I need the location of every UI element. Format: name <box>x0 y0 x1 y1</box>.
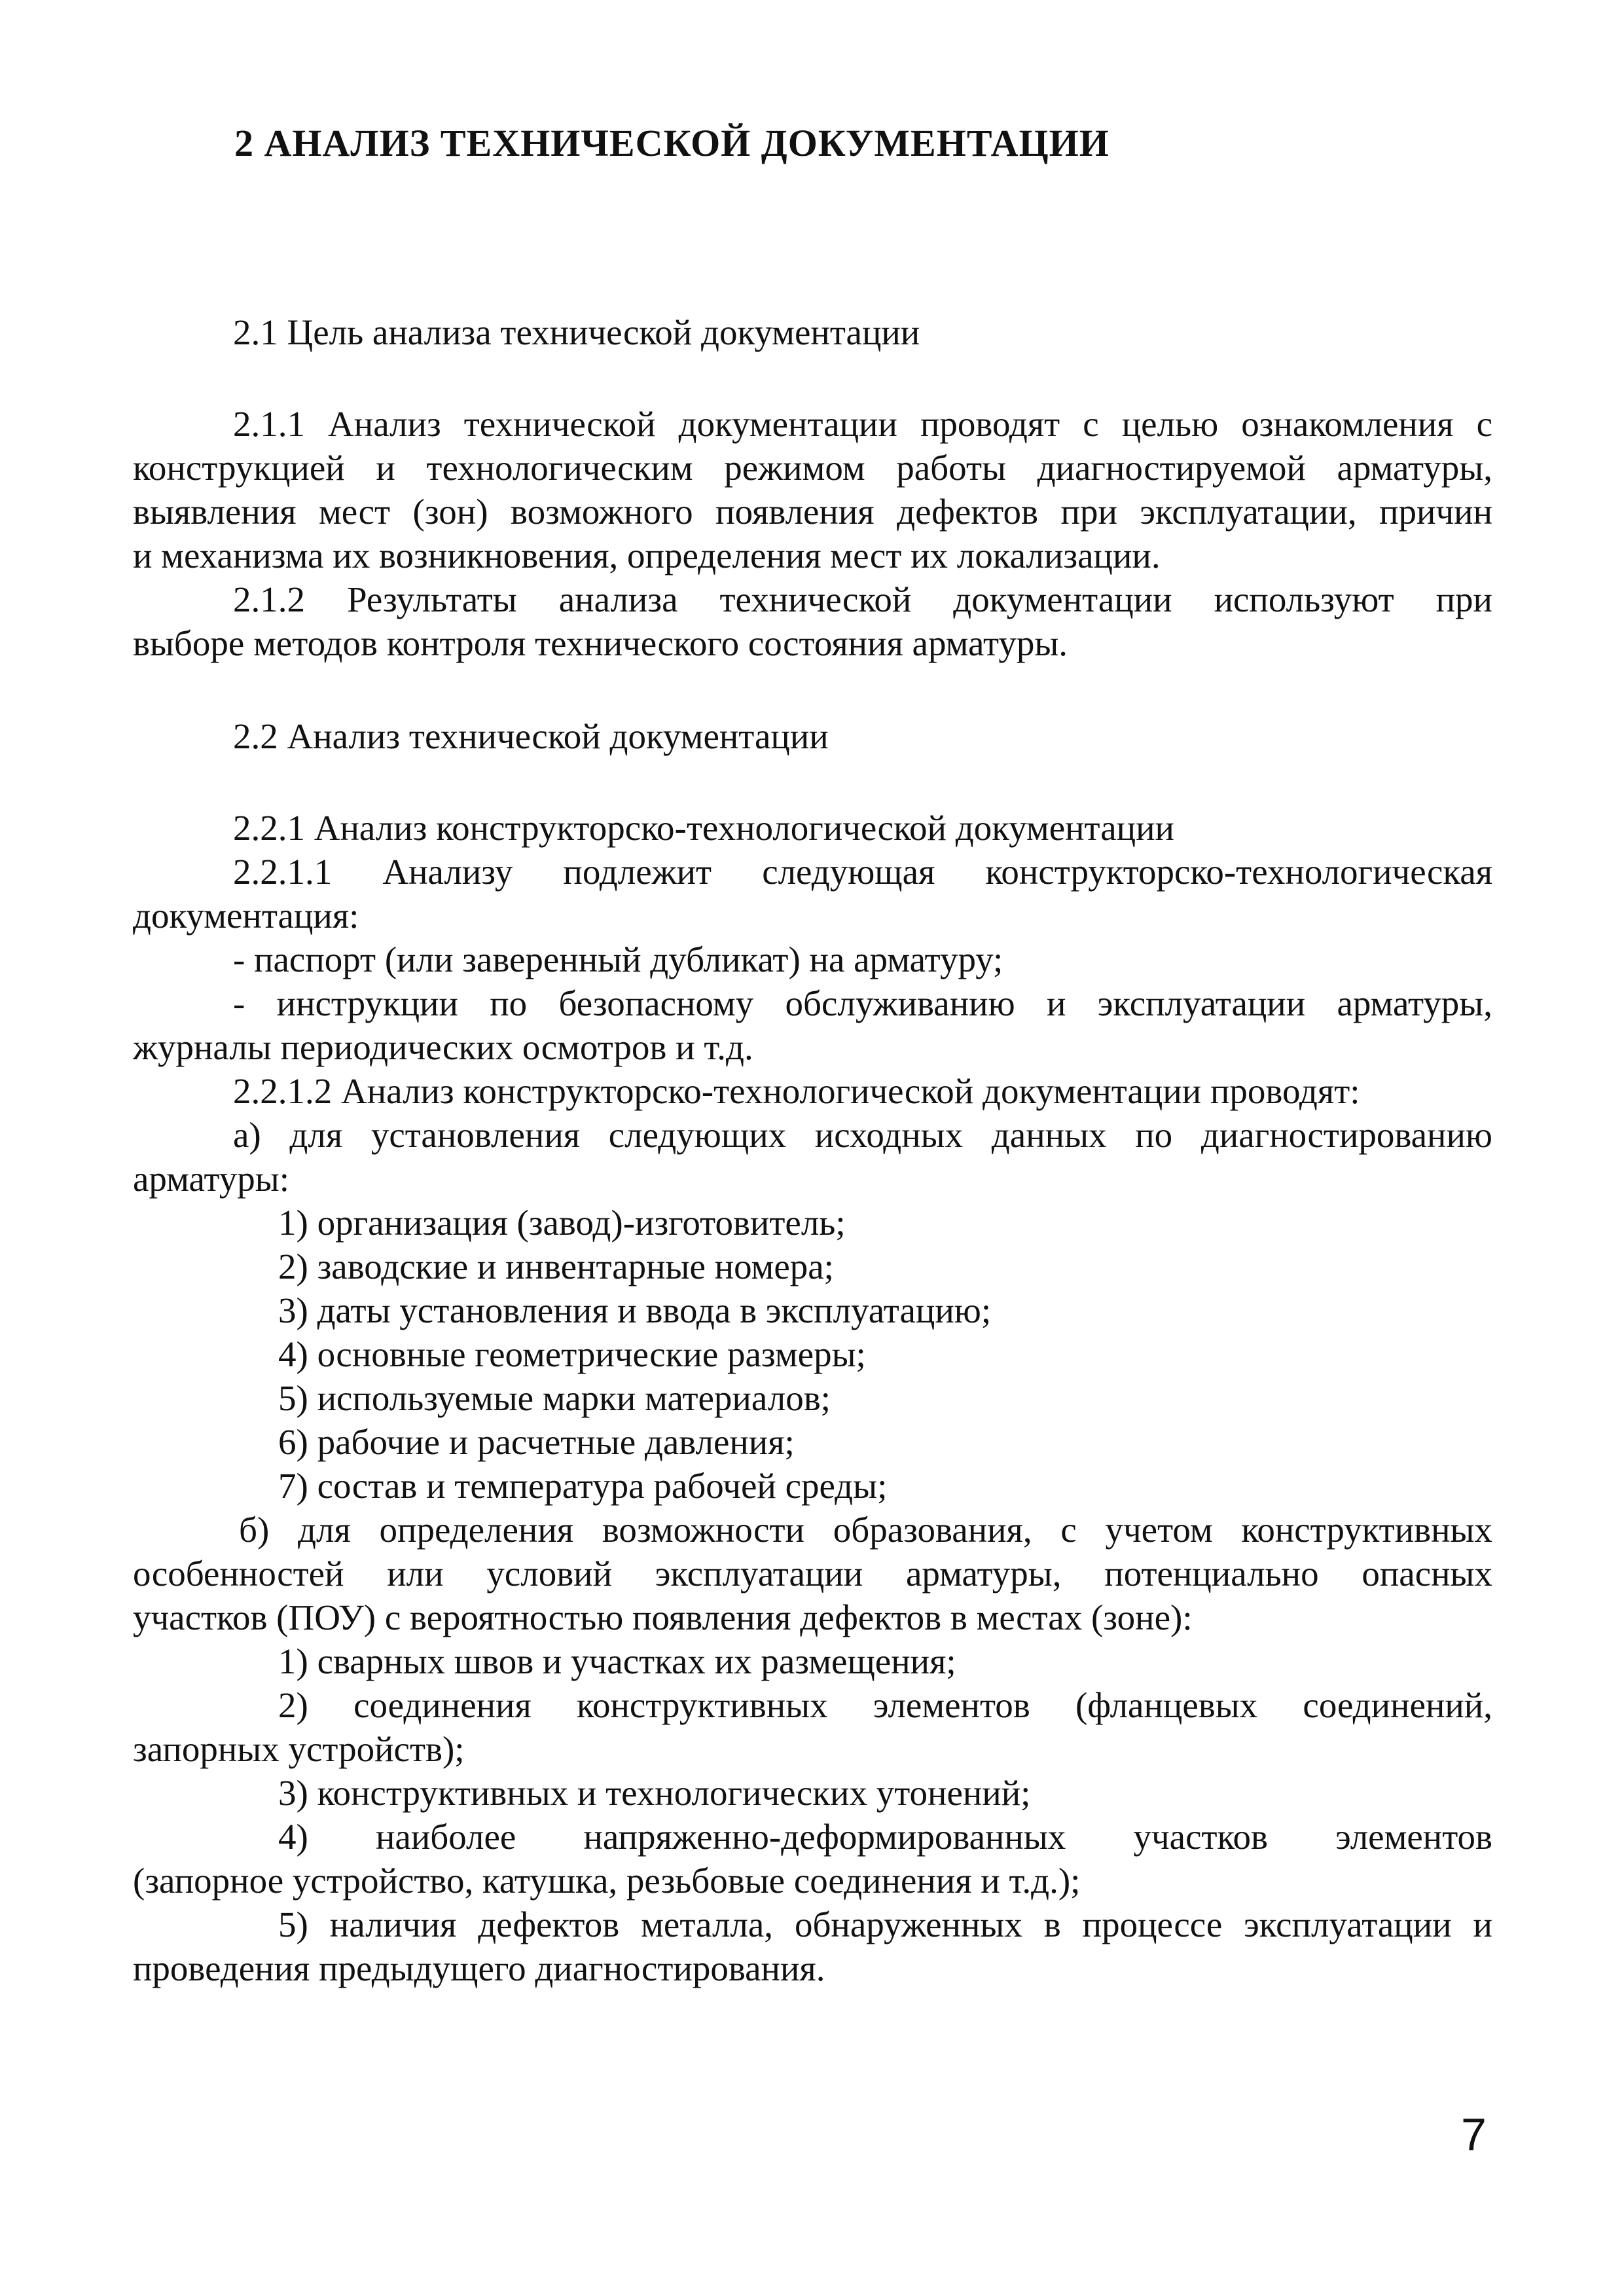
paragraph-2-1-1-line: и механизма их возникновения, определения мест их локализации. <box>133 536 1161 575</box>
item-b-line: б) для определения возможности образования, с учетом конструктивных <box>239 1510 1492 1550</box>
item-b-line: особенностей или условий эксплуатации арматуры, потенциально опасных <box>133 1554 1492 1594</box>
list-b-item: 1) сварных швов и участках их размещения; <box>278 1641 956 1681</box>
list-b-item: 2) соединения конструктивных элементов (фланцевых соединений, <box>278 1685 1492 1725</box>
paragraph-2-2-1-1-line: документация: <box>133 896 359 936</box>
item-a-line: арматуры: <box>133 1159 290 1199</box>
list-b-item: (запорное устройство, катушка, резьбовые соединения и т.д.); <box>133 1861 1081 1901</box>
doc-list-item: - паспорт (или заверенный дубликат) на арматуру; <box>233 939 1003 979</box>
item-b-line: участков (ПОУ) с вероятностью появления дефектов в местах (зоне): <box>133 1597 1193 1637</box>
chapter-heading: 2 АНАЛИЗ ТЕХНИЧЕСКОЙ ДОКУМЕНТАЦИИ <box>234 122 1110 164</box>
subsection-2-2-1-title: 2.2.1 Анализ конструкторско-технологической документации <box>233 808 1174 848</box>
list-b-item: запорных устройств); <box>133 1729 465 1769</box>
paragraph-2-1-2-line: 2.1.2 Результаты анализа технической документации используют при <box>233 579 1492 619</box>
list-a-item: 2) заводские и инвентарные номера; <box>278 1247 834 1286</box>
item-a-line: а) для установления следующих исходных данных по диагностированию <box>233 1115 1492 1155</box>
doc-list-item: - инструкции по безопасному обслуживанию и эксплуатации арматуры, <box>233 983 1492 1023</box>
list-a-item: 3) даты установления и ввода в эксплуатацию; <box>278 1290 992 1330</box>
paragraph-2-2-1-1-line: 2.2.1.1 Анализу подлежит следующая конструкторско-технологическая <box>233 852 1492 892</box>
page-number: 7 <box>1461 2109 1487 2160</box>
list-b-item: 3) конструктивных и технологических утонений; <box>278 1773 1031 1813</box>
list-a-item: 6) рабочие и расчетные давления; <box>278 1422 795 1462</box>
paragraph-2-1-1-line: 2.1.1 Анализ технической документации проводят с целью ознакомления с <box>233 404 1492 444</box>
section-2-2-title: 2.2 Анализ технической документации <box>233 716 829 756</box>
list-a-item: 5) используемые марки материалов; <box>278 1378 831 1418</box>
paragraph-2-1-1-line: конструкцией и технологическим режимом работы диагностируемой арматуры, <box>133 448 1492 488</box>
paragraph-2-1-2-line: выборе методов контроля технического состояния арматуры. <box>133 623 1068 663</box>
paragraph-2-2-1-2: 2.2.1.2 Анализ конструкторско-технологической документации проводят: <box>233 1071 1360 1111</box>
section-2-1-title: 2.1 Цель анализа технической документации <box>233 312 920 352</box>
list-b-item: 4) наиболее напряженно-деформированных участков элементов <box>278 1817 1492 1857</box>
list-b-item: 5) наличия дефектов металла, обнаруженных в процессе эксплуатации и <box>278 1904 1492 1944</box>
list-a-item: 4) основные геометрические размеры; <box>278 1334 866 1374</box>
paragraph-2-1-1-line: выявления мест (зон) возможного появления дефектов при эксплуатации, причин <box>133 492 1492 532</box>
list-b-item: проведения предыдущего диагностирования. <box>133 1948 825 1988</box>
doc-list-item: журналы периодических осмотров и т.д. <box>133 1027 753 1067</box>
list-a-item: 7) состав и температура рабочей среды; <box>278 1466 888 1506</box>
list-a-item: 1) организация (завод)-изготовитель; <box>278 1203 846 1243</box>
